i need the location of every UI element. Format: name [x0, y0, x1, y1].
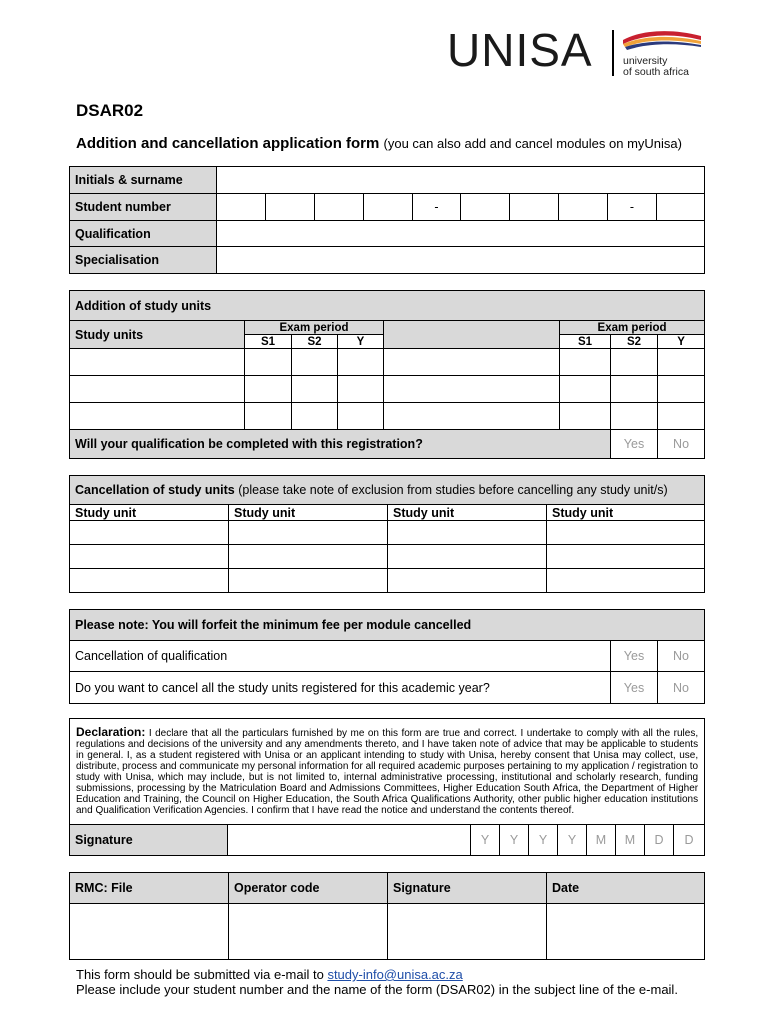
declaration-table — [69, 718, 705, 856]
s2-header: S2 — [292, 335, 338, 349]
s2-cell[interactable] — [292, 403, 338, 430]
y-cell[interactable] — [658, 349, 705, 376]
cancel-unit-field[interactable] — [229, 569, 388, 593]
study-unit-field[interactable] — [70, 403, 245, 430]
s1-cell[interactable] — [245, 403, 292, 430]
student-number-separator: - — [413, 194, 461, 221]
date-month-digit[interactable]: M — [587, 825, 616, 856]
completed-yes-option[interactable]: Yes — [611, 430, 658, 459]
qualification-field[interactable] — [217, 221, 705, 247]
s2-cell[interactable] — [292, 349, 338, 376]
cancellation-table — [69, 475, 705, 593]
specialisation-field[interactable] — [217, 247, 705, 274]
y-header: Y — [338, 335, 384, 349]
study-unit-field[interactable] — [384, 376, 560, 403]
form-title — [76, 135, 682, 152]
date-day-digit[interactable]: D — [674, 825, 705, 856]
student-number-digit[interactable] — [364, 194, 413, 221]
forfeit-notice-header: Please note: You will forfeit the minimum fee per module cancelled — [70, 610, 705, 641]
exam-period-label: Exam period — [245, 321, 384, 335]
cancellation-header — [70, 476, 705, 505]
cancel-all-units-no[interactable]: No — [658, 672, 705, 704]
date-year-digit[interactable]: Y — [500, 825, 529, 856]
y-cell[interactable] — [338, 349, 384, 376]
cancel-unit-field[interactable] — [388, 545, 547, 569]
date-year-digit[interactable]: Y — [558, 825, 587, 856]
operator-code-label: Operator code — [229, 873, 388, 904]
cancellation-header-title: Cancellation of study units — [75, 483, 235, 497]
addition-table — [69, 290, 705, 459]
unisa-swoosh-icon — [621, 28, 703, 54]
form-code: DSAR02 — [76, 101, 144, 120]
student-number-digit[interactable] — [510, 194, 559, 221]
forfeit-notice-table — [69, 609, 705, 704]
personal-details-table — [69, 166, 705, 274]
date-year-digit[interactable]: Y — [529, 825, 558, 856]
s1-cell[interactable] — [560, 349, 611, 376]
study-unit-field[interactable] — [384, 349, 560, 376]
logo-divider — [612, 30, 614, 76]
declaration-text: I declare that all the particulars furnished by me on this form are true and correct. I undertake to comply with all the rules, regulations and decisions of the university and any amendments thereto, and I have taken note of advice that may be applicable to students in general. I, as a student registered with Unisa or an applicant intending to study with Unisa, hereby consent that Unisa may collect, use, distribute, process and communicate my personal information for all required academic purposes pertaining to my application / registration to study with Unisa, which may include, but is not limited to, internal administrative processing, institutional and scholarly research, funding submissions, processing by the Matriculation Board and Admissions Committees, Higher Education South Africa, the Department of Higher Education and Training, the Council on Higher Education, the South Africa Qualifications Authority, other public higher education institutions and Qualification Verification Agencies. I confirm that I have read the notice and understand the contents thereof. — [76, 728, 699, 816]
office-signature-field[interactable] — [388, 904, 547, 960]
addition-header: Addition of study units — [70, 291, 705, 321]
declaration-label: Declaration: — [76, 725, 146, 739]
submission-line-2: Please include your student number and the name of the form (DSAR02) in the subject line of the e-mail. — [76, 982, 678, 997]
study-info-email-link[interactable]: study-info@unisa.ac.za — [327, 967, 463, 982]
rmc-file-field[interactable] — [70, 904, 229, 960]
study-unit-field[interactable] — [384, 403, 560, 430]
form-title-main: Addition and cancellation application form — [76, 135, 380, 152]
cancel-unit-field[interactable] — [388, 569, 547, 593]
cancel-all-units-yes[interactable]: Yes — [611, 672, 658, 704]
student-number-digit[interactable] — [461, 194, 510, 221]
office-signature-label: Signature — [388, 873, 547, 904]
study-unit-column-header: Study unit — [229, 505, 388, 521]
study-units-label: Study units — [70, 321, 245, 349]
exam-period-label: Exam period — [560, 321, 705, 335]
student-number-digit[interactable] — [266, 194, 315, 221]
y-cell[interactable] — [338, 403, 384, 430]
study-unit-column-header: Study unit — [70, 505, 229, 521]
cancel-qualification-yes[interactable]: Yes — [611, 641, 658, 672]
operator-code-field[interactable] — [229, 904, 388, 960]
s1-cell[interactable] — [245, 376, 292, 403]
logo-subtitle-line1: university — [623, 55, 668, 67]
rmc-file-label: RMC: File — [70, 873, 229, 904]
cancel-all-units-question: Do you want to cancel all the study units registered for this academic year? — [70, 672, 611, 704]
s2-cell[interactable] — [611, 349, 658, 376]
office-date-label: Date — [547, 873, 705, 904]
submission-prefix: This form should be submitted via e-mail to — [76, 967, 328, 982]
initials-surname-field[interactable] — [217, 167, 705, 194]
s1-header: S1 — [560, 335, 611, 349]
s1-cell[interactable] — [560, 403, 611, 430]
y-cell[interactable] — [658, 403, 705, 430]
date-year-digit[interactable]: Y — [471, 825, 500, 856]
s2-cell[interactable] — [611, 403, 658, 430]
cancel-unit-field[interactable] — [70, 521, 229, 545]
qualification-completed-question: Will your qualification be completed with this registration? — [70, 430, 611, 459]
student-number-digit[interactable] — [217, 194, 266, 221]
study-unit-column-header: Study unit — [388, 505, 547, 521]
completed-no-option[interactable]: No — [658, 430, 705, 459]
cancellation-header-note: (please take note of exclusion from studies before cancelling any study unit/s) — [238, 483, 668, 497]
study-units-header-blank — [384, 321, 560, 349]
y-header: Y — [658, 335, 705, 349]
logo-subtitle — [623, 56, 689, 78]
declaration-block — [70, 719, 705, 825]
cancel-unit-field[interactable] — [229, 521, 388, 545]
s2-header: S2 — [611, 335, 658, 349]
s1-header: S1 — [245, 335, 292, 349]
unisa-wordmark: UNISA — [447, 24, 593, 76]
cancel-unit-field[interactable] — [547, 545, 705, 569]
cancel-unit-field[interactable] — [388, 521, 547, 545]
study-unit-column-header: Study unit — [547, 505, 705, 521]
student-number-separator: - — [608, 194, 657, 221]
signature-field[interactable] — [228, 825, 471, 856]
y-cell[interactable] — [658, 376, 705, 403]
submission-line-1 — [76, 967, 678, 982]
s2-cell[interactable] — [611, 376, 658, 403]
student-number-digit[interactable] — [315, 194, 364, 221]
office-use-table — [69, 872, 705, 960]
s1-cell[interactable] — [245, 349, 292, 376]
cancel-qualification-question: Cancellation of qualification — [70, 641, 611, 672]
s1-cell[interactable] — [560, 376, 611, 403]
s2-cell[interactable] — [292, 376, 338, 403]
study-unit-field[interactable] — [70, 376, 245, 403]
student-number-digit[interactable] — [657, 194, 705, 221]
signature-label: Signature — [70, 825, 228, 856]
logo-subtitle-line2: of south africa — [623, 66, 689, 78]
student-number-label: Student number — [70, 194, 217, 221]
cancel-unit-field[interactable] — [70, 545, 229, 569]
date-month-digit[interactable]: M — [616, 825, 645, 856]
qualification-label: Qualification — [70, 221, 217, 247]
cancel-qualification-no[interactable]: No — [658, 641, 705, 672]
initials-surname-label: Initials & surname — [70, 167, 217, 194]
cancel-unit-field[interactable] — [547, 521, 705, 545]
cancel-unit-field[interactable] — [229, 545, 388, 569]
specialisation-label: Specialisation — [70, 247, 217, 274]
cancel-unit-field[interactable] — [547, 569, 705, 593]
date-day-digit[interactable]: D — [645, 825, 674, 856]
y-cell[interactable] — [338, 376, 384, 403]
submission-instructions — [76, 967, 678, 997]
study-unit-field[interactable] — [70, 349, 245, 376]
office-date-field[interactable] — [547, 904, 705, 960]
student-number-digit[interactable] — [559, 194, 608, 221]
form-title-note: (you can also add and cancel modules on myUnisa) — [383, 136, 682, 151]
cancel-unit-field[interactable] — [70, 569, 229, 593]
